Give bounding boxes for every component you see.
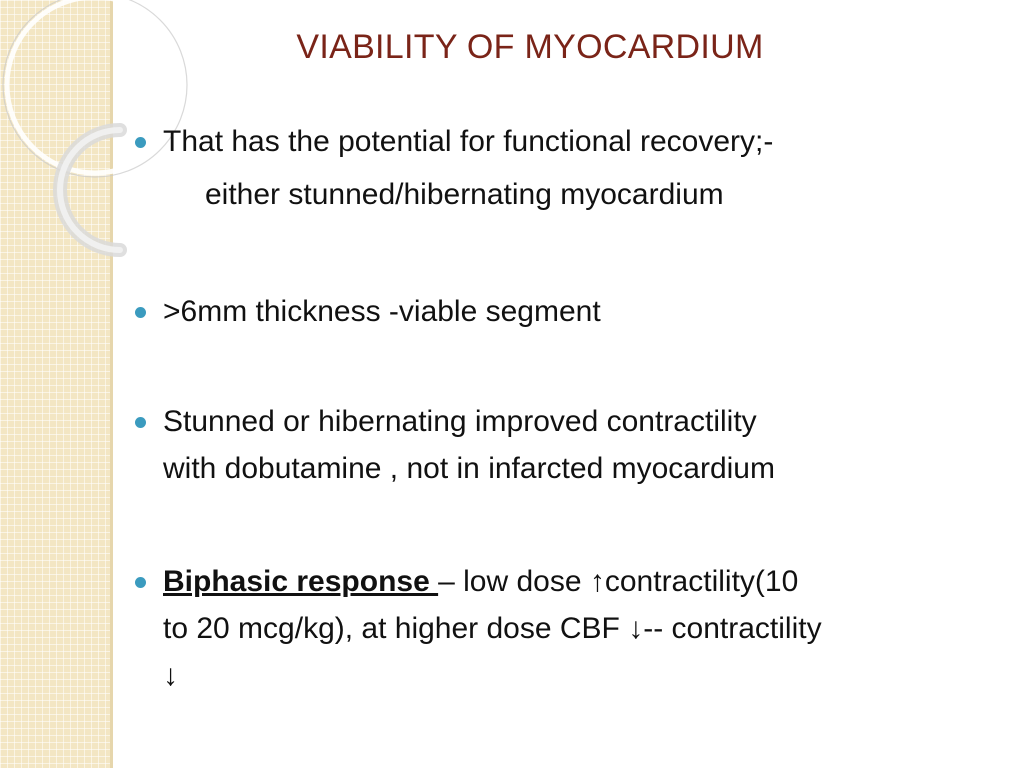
bullet-subline: either stunned/hibernating myocardium (205, 178, 724, 211)
biphasic-response-label: Biphasic response (163, 565, 439, 598)
bullet-dot-icon (135, 307, 146, 318)
bullet-text-line1-rest: – low dose ↑contractility(10 (438, 565, 799, 598)
bullet-dot-icon (135, 577, 146, 588)
bullet-item-thickness (133, 288, 1003, 335)
bullet-item-functional-recovery (133, 118, 1003, 218)
down-arrow-text: ↓ (163, 659, 178, 692)
bullet-text: That has the potential for functional recovery;- (163, 125, 774, 158)
bullet-dot-icon (135, 137, 146, 148)
bullet-list (133, 118, 1003, 699)
bullet-item-biphasic-response (133, 558, 1003, 699)
slide-title: VIABILITY OF MYOCARDIUM (296, 28, 764, 66)
bullet-text: >6mm thickness -viable segment (163, 295, 601, 328)
bullet-text-line1: Stunned or hibernating improved contractility (163, 405, 757, 438)
bullet-item-dobutamine (133, 398, 1003, 492)
bullet-dot-icon (135, 417, 146, 428)
bullet-text-line2: with dobutamine , not in infarcted myocardium (163, 452, 775, 485)
bullet-text-line2: to 20 mcg/kg), at higher dose CBF ↓-- contractility (163, 612, 822, 645)
